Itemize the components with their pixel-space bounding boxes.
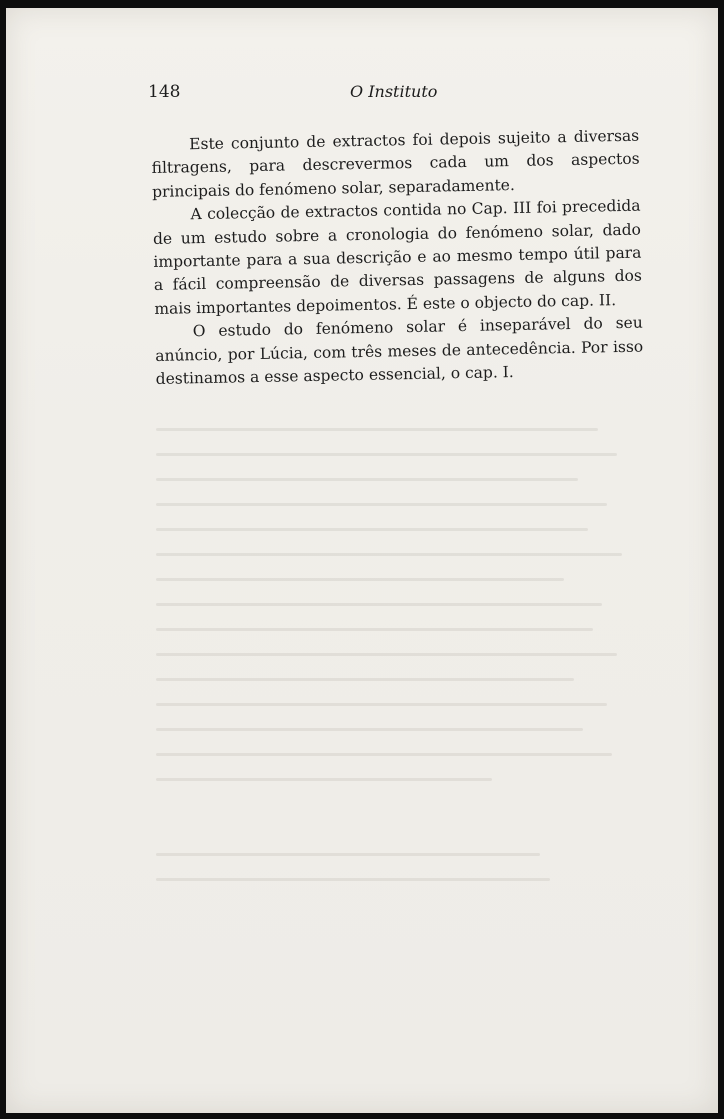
page-header bbox=[148, 82, 598, 106]
body-text bbox=[151, 125, 644, 392]
show-through-text bbox=[156, 428, 636, 988]
paragraph: O estudo do fenómeno solar é inseparável do seu anúncio, por Lúcia, com três meses de antecedência. Por isso destinamos a esse aspecto essencial, o cap. I. bbox=[155, 313, 644, 389]
paragraph: A colecção de extractos contida no Cap. III foi precedida de um estudo sobre a cronologia do fenómeno solar, dado importante para a sua descrição e ao mesmo tempo útil para a fácil compreensão de diversas passagens de alguns dos mais importantes depoimentos. É este o objecto do cap. II. bbox=[152, 196, 642, 318]
page-number: 148 bbox=[148, 82, 181, 102]
paragraph: Este conjunto de extractos foi depois sujeito a diversas filtragens, para descrevermos cada um dos aspectos principais do fenómeno solar, separadamente. bbox=[151, 126, 640, 201]
running-title: O Instituto bbox=[350, 82, 438, 101]
